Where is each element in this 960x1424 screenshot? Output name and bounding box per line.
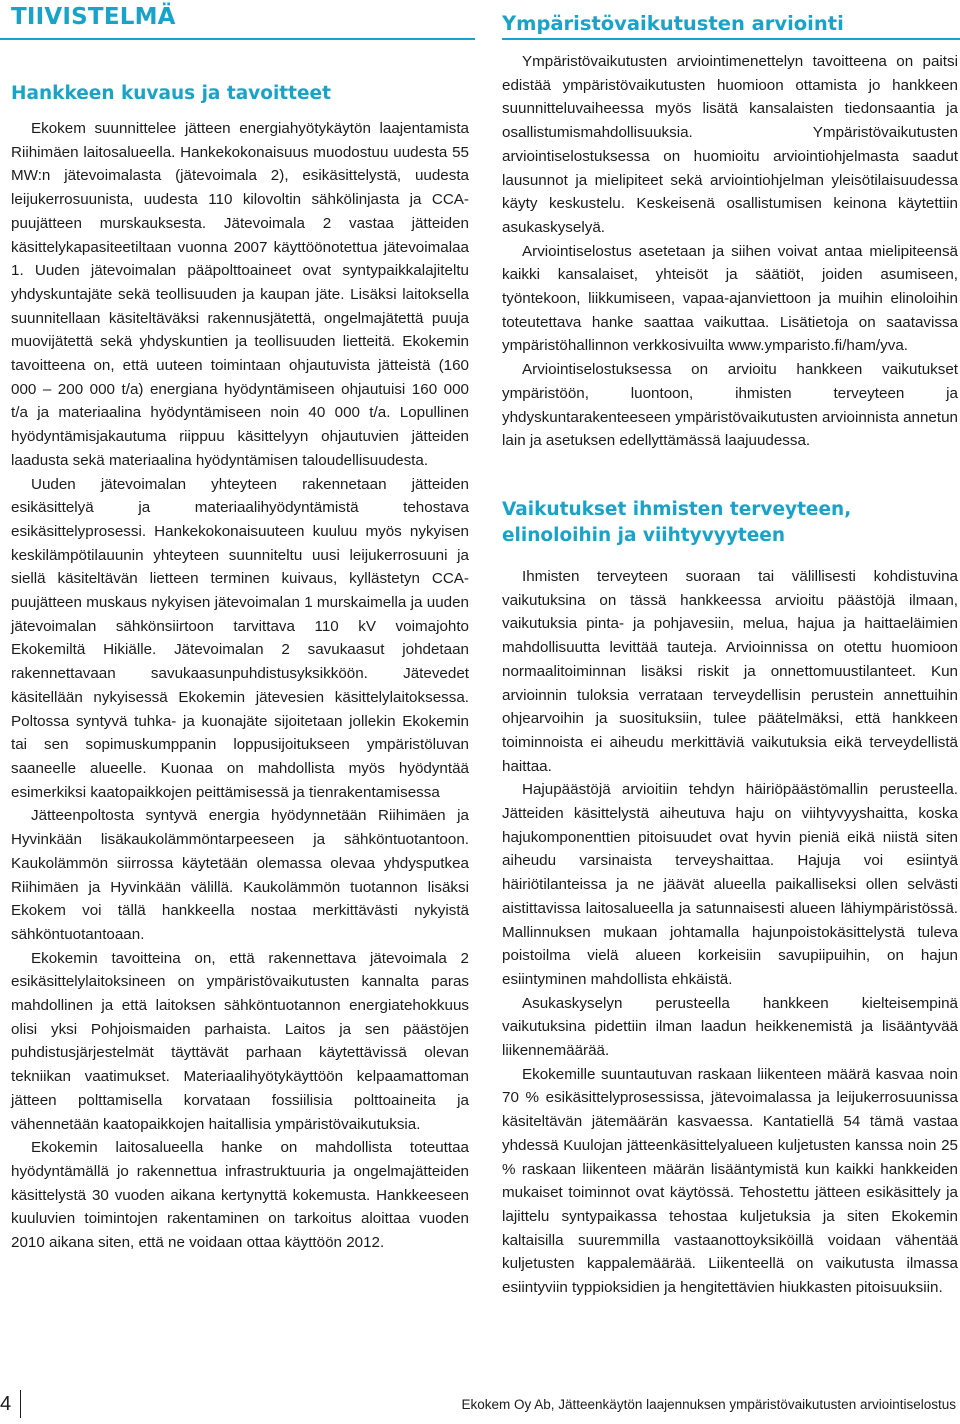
paragraph: Uuden jätevoimalan yhteyteen rakennetaan jätteiden esikäsittelyä ja materiaalihyödyntämistä tehostava esikäsittelyprosessi. Hankekokonaisuuteen kuuluu myös nykyisen keskilämpötilauunin yhteyteen suunniteltu uusi leijukerrosuuni ja siellä käsiteltävän lietteen terminen kuivaus, kyllästetyn CCA-puujätteen muskaus nykyisen jätevoimalan 1 murskaimella ja uuden jätevoimalan sähkönsiirtoon tarvittava 110 kV voimajohto Ekokemiltä Hikiälle. Jätevoimalan 2 savukaasut johdetaan rakennettavaan savukaasunpuhdistusyksikköön. Jätevedet käsitellään nykyisessä Ekokemin jätevesien käsittelylaitoksessa. Poltossa syntyvä tuhka- ja kuonajäte sijoitetaan jollekin Ekokemin tai sen sopimuskumppanin loppusijoitukseen ympäristöluvan saaneelle alueelle. Kuonaa on mahdollista myös hyödyntää esimerkiksi kaatopaikkojen peittämisessä ja tienrakentamisessa (11, 475, 469, 801)
paragraph: Ympäristövaikutusten arviointimenettelyn tavoitteena on paitsi edistää ympäristövaikutusten huomioon ottamista jo hankkeen suunnitteluvaiheessa myös lisätä kansalaisten tiedonsaantia ja osallistumismahdollisuuksia. Ympäristövaikutusten arviointiselostuksessa on huomioitu arviointiohjelmasta saadut lausunnot ja mielipiteet sekä arviointiohjelman yleisötilaisuudessa käyty keskustelu. Keskeisenä osallistumisen keinona käytettiin asukaskyselyä. (502, 53, 958, 236)
paragraph: Arviointiselostuksessa on arvioitu hankkeen vaikutukset ympäristöön, luontoon, ihmisten terveyteen ja yhdyskuntarakenteeseen ympäristövaikutusten arvioinnista annetun lain ja asetuksen edellyttämässä laajuudessa. (502, 361, 958, 450)
page-title: TIIVISTELMÄ (11, 4, 176, 30)
footer-publication-title: Ekokem Oy Ab, Jätteenkäytön laajennuksen ympäristövaikutusten arviointiselostus (461, 1397, 956, 1412)
paragraph: Asukaskyselyn perusteella hankkeen kielteisempinä vaikutuksina pidettiin ilman laadun heikkenemistä ja lisääntyvää liikennemäärää. (502, 994, 958, 1060)
right-column-body-intro (502, 50, 958, 453)
left-column-body (11, 117, 469, 1255)
paragraph: Ekokem suunnittelee jätteen energiahyötykäytön laajentamista Riihimäen laitosalueella. Hankekokonaisuus muodostuu uudesta 55 MW:n jätevoimalasta (jätevoimala 2), esikäsittelystä, uudesta leijukerrosuunista, uudesta 110 kilovoltin sähkölinjasta ja CCA-puujätteen murskauksesta. Jätevoimala 2 vastaa jätteiden käsittelykapasiteetiltaan vuonna 2007 käyttöönotettua jätevoimalaa 1. Uuden jätevoimalan pääpolttoaineet ovat syntypaikkalajiteltu yhdyskuntajäte sekä teollisuuden ja kaupan jäte. Lisäksi laitoksella suunnitellaan käsiteltäväksi rakennusjätettä, ongelmajätettä puuja muovijätettä sekä yhdyskuntien ja teollisuuden lietteitä. Ekokemin tavoitteena on, että uuteen toimintaan ohjautuvista jätteistä (160 000 – 200 000 t/a) energiana hyödyntämiseen ohjautuisi 160 000 t/a ja materiaalina hyödyntämiseen noin 40 000 t/a. Lopullinen hyödyntämisjakautuma riippuu käsittelyyn ohjautuvien jätteiden laadusta sekä materiaalina hyödyntämisen taloudellisuudesta. (11, 120, 469, 469)
section-heading-health-impacts: Vaikutukset ihmisten terveyteen, elinoloihin ja viihtyvyyteen (502, 499, 852, 546)
paragraph: Jätteenpoltosta syntyvä energia hyödynnetään Riihimäen ja Hyvinkään lisäkaukolämmöntarpeeseen ja sähköntuotantoon. Kaukolämmön siirrossa käytetään olemassa olevaa yhdysputkea Riihimäen ja Hyvinkään välillä. Kaukolämmön tuotannon lisäksi Ekokem voi tällä hankkeella nostaa merkittävästi nykyistä sähköntuotantoaan. (11, 807, 469, 943)
footer-divider (20, 1390, 21, 1418)
paragraph: Hajupäästöjä arvioitiin tehdyn häiriöpäästömallin perusteella. Jätteiden käsittelystä aiheutuva haju on viihtyvyyshaitta, koska hajukomponenttien pitoisuudet ovat hyvin pieniä eikä niistä siten aiheudu varsinaista terveyshaittaa. Hajuja voi esiintyä häiriötilanteissa ja ne jäävät alueella paikalliseksi ollen selvästi aistittavissa laitosalueella ja satunnaisesti alueen lähiympäristössä. Mallinnuksen mukaan johtamalla hajunpoistokäsittelystä tuleva poistoilma vielä alueen korkeisiin savupiipuihin, on hajun esiintyminen mahdollista ehkäistä. (502, 781, 958, 988)
paragraph: Ekokemille suuntautuvan raskaan liikenteen määrä kasvaa noin 70 % esikäsittelyprosessissa, jätevoimalassa ja leijukerrosuunissa käsiteltävän jätemäärän kasvaessa. Kantatiellä 54 tämä vastaa yhdessä Kuulojan jätteenkäsittelyalueen kuljetusten kanssa noin 25 % raskaan liikenteen määrän lisääntymistä kun kaikki hankkeiden mukaiset toiminnot ovat käytössä. Tehostettu jätteen esikäsittely ja lajittelu syntypaikassa tehostaa kuljetuksia ja siten Ekokemin kaltaisilla suuremmilla vastaanottoyksiköillä voidaan vähentää kuljetusten kappalemäärää. Liikenteellä on vaikutusta ilmassa esiintyviin typpioksidien ja hengitettävien hiukkasten pitoisuuksiin. (502, 1065, 958, 1297)
right-column-body-health (502, 565, 958, 1300)
page-number: 4 (0, 1393, 12, 1415)
paragraph: Ekokemin tavoitteina on, että rakennettava jätevoimala 2 esikäsittelylaitoksineen on ympäristövaikutusten kannalta paras mahdollinen ja että laitoksen sähköntuotannon energiatehokkuus olisi yksi Pohjoismaiden parhaista. Laitos ja sen päästöjen puhdistusjärjestelmät täyttävät parhaan käytettävissä olevan tekniikan vaatimukset. Materiaalihyötykäyttöön kelpaamattoman jätteen polttamisella korvataan fossiilisia polttoaineita ja vähennetään kaatopaikkojen haitallisia ympäristövaikutuksia. (11, 949, 469, 1133)
paragraph: Ihmisten terveyteen suoraan tai välillisesti kohdistuvina vaikutuksina on tässä hankkeessa arvioitu päästöjä ilmaan, vaikutuksia pinta- ja pohjavesiin, melua, hajua ja haittaeläimien mahdollisuutta levittää tauteja. Arvioinnissa on otettu huomioon normaalitoiminnan lisäksi riskit ja onnettomuustilanteet. Kun arvioinnin tuloksia verrataan terveydellisin perustein annettuihin ohjearvoihin ja suosituksiin, tulee päätelmäksi, että hankkeen toiminnoista ei aiheudu merkittäviä vaikutuksia eikä terveydellistä haittaa. (502, 568, 958, 775)
left-title-rule (0, 38, 475, 40)
right-title-rule (502, 38, 960, 40)
section-heading-project-description: Hankkeen kuvaus ja tavoitteet (11, 83, 331, 104)
paragraph: Ekokemin laitosalueella hanke on mahdollista toteuttaa hyödyntämällä jo rakennettua infrastruktuuria ja ongelmajätteiden käsittelystä 30 vuoden aikana kertynyttä kokemusta. Hankkeeseen kuuluvien toimintojen rakentaminen on tarkoitus aloittaa vuoden 2010 aikana siten, että ne voidaan ottaa käyttöön 2012. (11, 1139, 469, 1252)
paragraph: Arviointiselostus asetetaan ja siihen voivat antaa mielipiteensä kaikki kansalaiset, yhteisöt ja säätiöt, joiden asumiseen, työntekoon, liikkumiseen, vapaa-ajanviettoon ja muihin elinoloihin toteutettava hanke saattaa vaikuttaa. Lisätietoja on saatavissa ympäristöhallinnon verkkosivuilta www.ymparisto.fi/ham/yva. (502, 242, 958, 355)
right-column-title: Ympäristövaikutusten arviointi (502, 12, 844, 35)
